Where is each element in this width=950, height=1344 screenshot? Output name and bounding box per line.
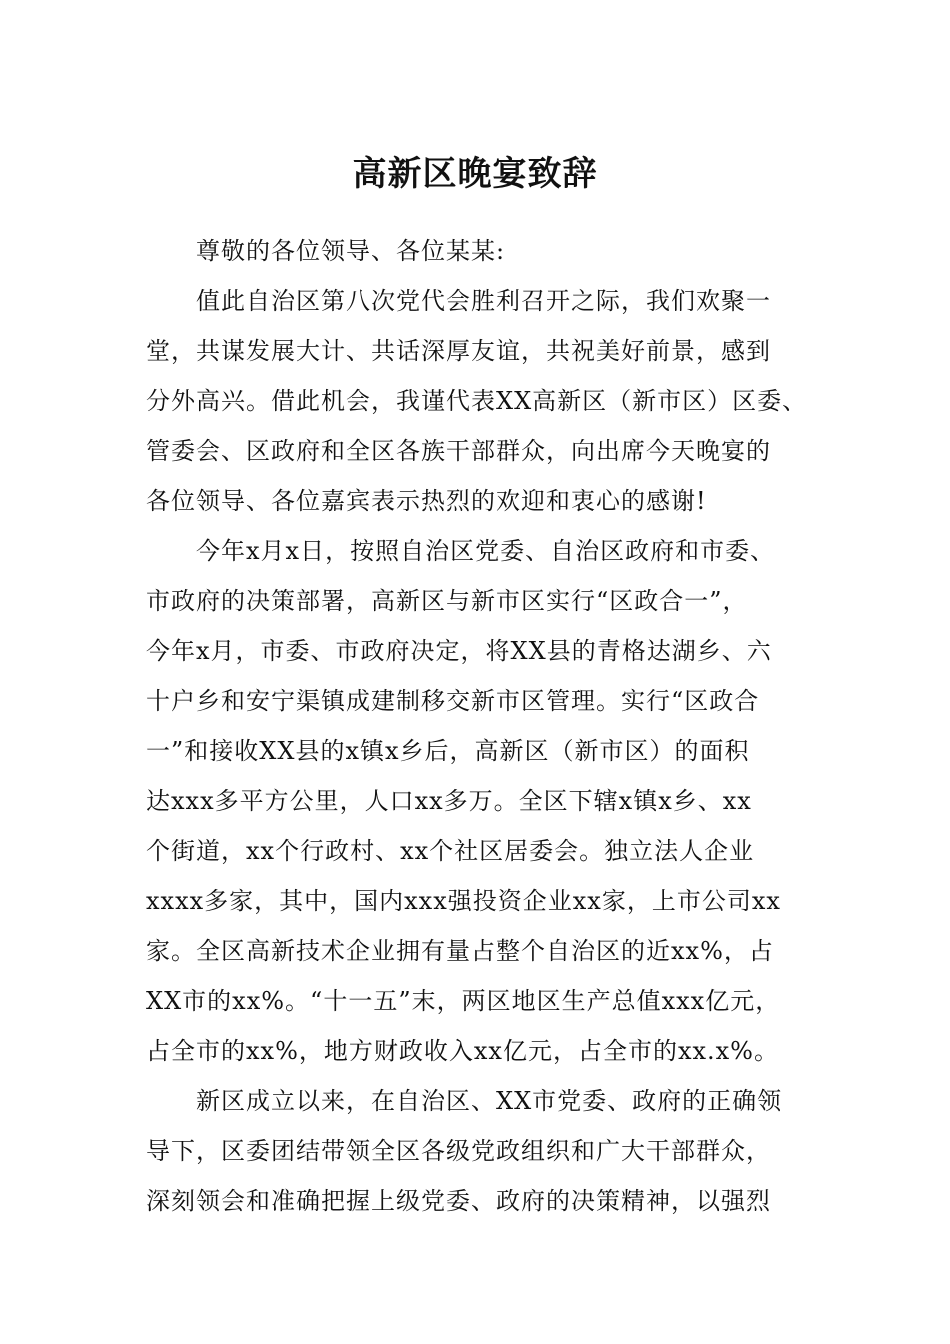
text-line: 家。全区高新技术企业拥有量占整个自治区的近xx%，占 [146,937,774,965]
text-line: 管委会、区政府和全区各族干部群众，向出席今天晚宴的 [146,437,771,465]
text-line: 一”和接收XX县的x镇x乡后，高新区（新市区）的面积 [146,737,750,765]
text-line: XX市的xx%。“十一五”末，两区地区生产总值xxx亿元， [146,987,781,1015]
text-line: 新区成立以来，在自治区、XX市党委、政府的正确领 [196,1087,783,1115]
text-line: 十户乡和安宁渠镇成建制移交新市区管理。实行“区政合 [146,687,760,715]
text-line: 市政府的决策部署，高新区与新市区实行“区政合一”， [146,587,748,615]
text-line: 各位领导、各位嘉宾表示热烈的欢迎和衷心的感谢! [146,487,707,515]
text-line: 占全市的xx%，地方财政收入xx亿元，占全市的xx.x%。 [146,1037,779,1065]
text-line: 尊敬的各位领导、各位某某: [196,237,506,265]
document-body [146,226,816,1226]
text-line: 导下，区委团结带领全区各级党政组织和广大干部群众， [146,1137,771,1165]
text-line: 今年x月，市委、市政府决定，将XX县的青格达湖乡、六 [146,637,772,665]
text-line: 分外高兴。借此机会，我谨代表XX高新区（新市区）区委、 [146,387,808,415]
text-line: 今年x月x日，按照自治区党委、自治区政府和市委、 [196,537,776,565]
text-line: 堂，共谋发展大计、共话深厚友谊，共祝美好前景，感到 [146,337,771,365]
text-line: 个街道，xx个行政村、xx个社区居委会。独立法人企业 [146,837,755,865]
text-line: 深刻领会和准确把握上级党委、政府的决策精神，以强烈 [146,1187,771,1215]
document-title: 高新区晚宴致辞 [352,154,598,194]
text-line: xxxx多家，其中，国内xxx强投资企业xx家，上市公司xx [146,887,781,915]
text-line: 值此自治区第八次党代会胜利召开之际，我们欢聚一 [196,287,771,315]
text-line: 达xxx多平方公里，人口xx多万。全区下辖x镇x乡、xx [146,787,752,815]
